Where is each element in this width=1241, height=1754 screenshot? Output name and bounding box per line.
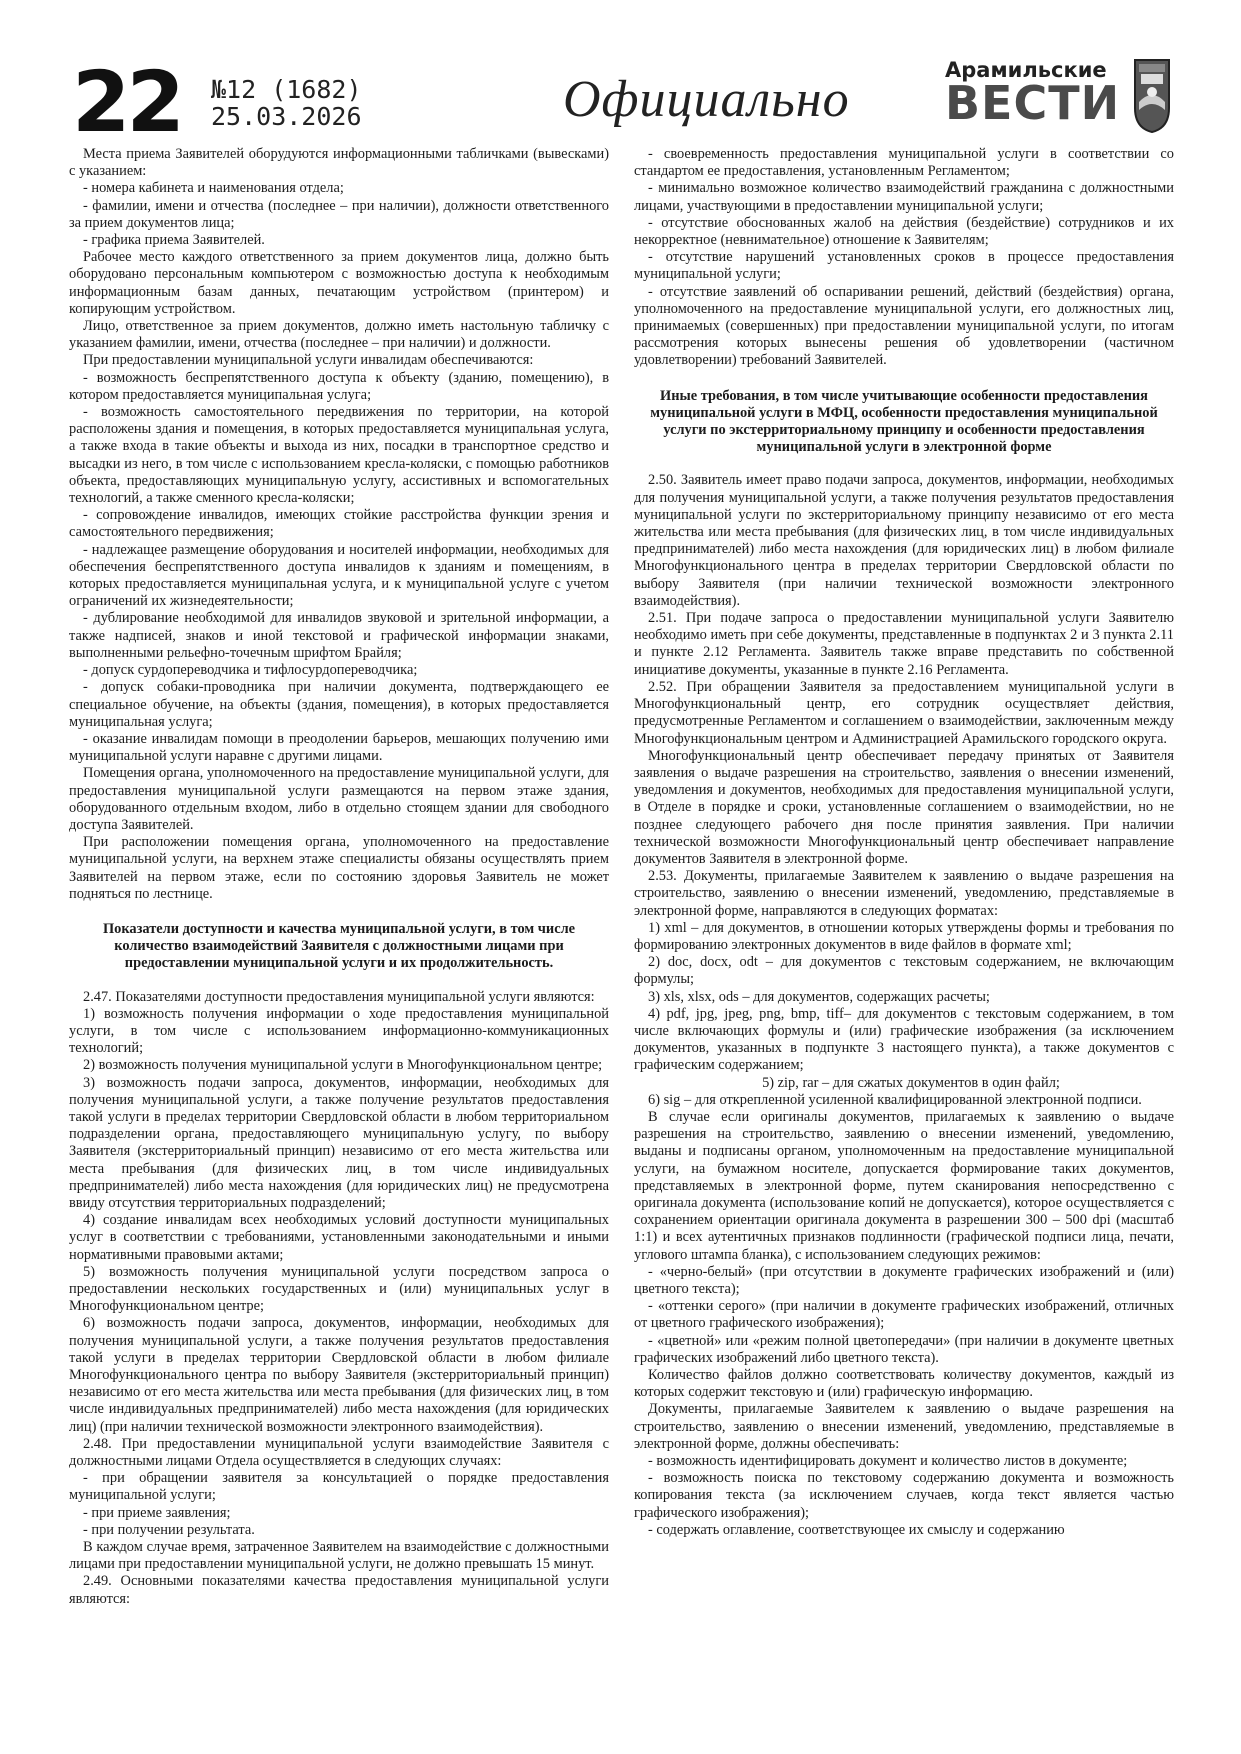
- issue-date: 25.03.2026: [211, 102, 362, 131]
- paragraph: 2) возможность получения муниципальной услуги в Многофункциональном центре;: [83, 1057, 603, 1074]
- paragraph: - «оттенки серого» (при наличии в документе графических изображений, отличных от цветного графического изображения);: [634, 1298, 1174, 1332]
- paragraph: 1) xml – для документов, в отношении которых утверждены формы и требования по формированию электронных документов в виде файлов в формате xml;: [634, 919, 1174, 953]
- paragraph: - при обращении заявителя за консультацией о порядке предоставления муниципальной услуги;: [69, 1470, 609, 1504]
- paragraph: 2.47. Показателями доступности предоставления муниципальной услуги являются:: [83, 988, 595, 1005]
- paragraph: Рабочее место каждого ответственного за прием документов лица, должно быть оборудовано персональным компьютером с возможностью доступа к необходимым информационным базам данных, печатающим устройством (принтером) и копирующим устройством.: [69, 249, 609, 317]
- right-heading: Иные требования, в том числе учитывающие особенности предоставления муниципальной услуги в МФЦ, особенности предоставления муниципальной услуги по экстерриториальному принципу и особенности предоставления муниципальной услуги в электронной форме: [650, 387, 1158, 456]
- paragraph: 4) pdf, jpg, jpeg, png, bmp, tiff– для документов с текстовым содержанием, в том числе включающих формулы и (или) графические изображения (за исключением документов, указанных в подпункте 3 настоящего пункта), а также документов с графическим содержанием;: [634, 1005, 1174, 1074]
- paragraph: - «цветной» или «режим полной цветопередачи» (при наличии в документе цветных графических изображений либо цветного текста).: [634, 1332, 1174, 1366]
- paragraph: 2.51. При подаче запроса о предоставлении муниципальной услуги Заявителю необходимо иметь при себе документы, представленные в подпунктах 2 и 3 пункта 2.11 и пункте 2.12 Регламента. Заявитель также вправе представить по собственной инициативе документы, указанные в пункте 2.16 Регламента.: [634, 610, 1174, 678]
- paragraph: При предоставлении муниципальной услуги инвалидам обеспечиваются:: [83, 352, 534, 369]
- paragraph: 2.52. При обращении Заявителя за предоставлением муниципальной услуги в Многофункциональный центр, его сотрудник осуществляет действия, предусмотренные Регламентом и соглашением о взаимодействии, заключенным между Многофункциональным центром и Администрацией Арамильского городского округа.: [634, 678, 1174, 747]
- logo-line1: Арамильские: [945, 58, 1107, 82]
- paragraph: - допуск сурдопереводчика и тифлосурдопереводчика;: [83, 662, 418, 679]
- paragraph: - при приеме заявления;: [83, 1504, 231, 1521]
- paragraph: - фамилии, имени и отчества (последнее – при наличии), должности ответственного за прием документов лица;: [69, 197, 609, 231]
- paragraph: 6) sig – для открепленной усиленной квалифицированной электронной подписи.: [648, 1091, 1142, 1108]
- paragraph: - возможность беспрепятственного доступа к объекту (зданию, помещению), в котором предоставляется муниципальная услуга;: [69, 369, 609, 403]
- paragraph: Многофункциональный центр обеспечивает передачу принятых от Заявителя заявления о выдаче разрешения на строительство, заявления о внесении изменений, уведомления и документов, необходимых для предоставления муниципальной услуги, в Отделе в порядке и сроки, установленные соглашением о взаимодействии, но не позднее следующего рабочего дня после принятия заявления. При наличии технической возможности Многофункциональный центр обеспечивает направление документов Заявителя в электронной форме.: [634, 747, 1174, 867]
- issue-info: [211, 76, 362, 130]
- paragraph: 6) возможность подачи запроса, документов, информации, необходимых для получения муниципальной услуги, а также получения результатов предоставления такой услуги в пределах территории Свердловской области в любом филиале Многофункционального центра по выбору Заявителя (экстерриториальный принцип) независимо от его места жительства или места пребывания (для физических лиц, в том числе индивидуальных предпринимателей) либо места нахождения (для юридических лиц) (при наличии технической возможности электронного взаимодействия).: [69, 1315, 609, 1435]
- paragraph: - при получении результата.: [83, 1521, 255, 1538]
- right-paragraphs-3: [634, 1092, 1174, 1539]
- right-paragraphs-2: [634, 472, 1174, 1074]
- paragraph: - отсутствие заявлений об оспаривании решений, действий (бездействия) органа, уполномоченного на предоставление муниципальной услуги, его должностных лиц, принимаемых (совершенных) при предоставлении муниципальной услуги, по итогам рассмотрения которых вынесены решения об удовлетворении (частичном удовлетворении) требований Заявителей.: [634, 283, 1174, 369]
- paragraph: 1) возможность получения информации о ходе предоставления муниципальной услуги, в том числе с использованием информационно-коммуникационных технологий;: [69, 1005, 609, 1057]
- logo-line2: ВЕСТИ: [945, 76, 1121, 130]
- right-paragraphs: [634, 146, 1174, 370]
- paragraph: 2.49. Основными показателями качества предоставления муниципальной услуги являются:: [69, 1573, 609, 1607]
- left-heading: Показатели доступности и качества муниципальной услуги, в том числе количество взаимодействий Заявителя с должностными лицами при предоставлении муниципальной услуги и их продолжительность.: [102, 920, 576, 972]
- coat-of-arms-icon: [1129, 58, 1175, 134]
- issue-number: №12 (1682): [211, 75, 362, 104]
- left-column: [69, 146, 609, 1608]
- paragraph: 2.48. При предоставлении муниципальной услуги взаимодействие Заявителя с должностными лицами Отдела осуществляется в следующих случаях:: [69, 1435, 609, 1470]
- paragraph: - дублирование необходимой для инвалидов звуковой и зрительной информации, а также надписей, знаков и иной текстовой и графической информации знаками, выполненными рельефно-точечным шрифтом Брайля;: [69, 610, 609, 661]
- section-title: Официально: [563, 71, 850, 128]
- paragraph: - оказание инвалидам помощи в преодолении барьеров, мешающих получению ими муниципальной услуги наравне с другими лицами.: [69, 730, 609, 765]
- paragraph: - возможность идентифицировать документ и количество листов в документе;: [648, 1453, 1128, 1470]
- centered-item: 5) zip, rar – для сжатых документов в один файл;: [762, 1074, 1060, 1091]
- paragraph: - отсутствие обоснованных жалоб на действия (бездействие) сотрудников и их некорректное (невнимательное) отношение к Заявителям;: [634, 214, 1174, 249]
- left-paragraphs-2: [69, 989, 609, 1608]
- paragraph: 2.53. Документы, прилагаемые Заявителем к заявлению о выдаче разрешения на строительство, заявлению о внесении изменений, уведомлению, представляемые в электронной форме, направляются в следующих форматах:: [634, 868, 1174, 919]
- paragraph: - сопровождение инвалидов, имеющих стойкие расстройства функции зрения и самостоятельного передвижения;: [69, 507, 609, 541]
- paragraph: 4) создание инвалидам всех необходимых условий доступности муниципальных услуг в соответствии с требованиями, установленными законодательными и иными нормативными правовыми актами;: [69, 1212, 609, 1263]
- paragraph: В каждом случае время, затраченное Заявителем на взаимодействие с должностными лицами при предоставлении муниципальной услуги, не должно превышать 15 минут.: [69, 1539, 609, 1573]
- paragraph: Документы, прилагаемые Заявителем к заявлению о выдаче разрешения на строительство, заявлению о внесении изменений, уведомлению, представляемые в электронной форме, должны обеспечивать:: [634, 1401, 1174, 1452]
- paragraph: Помещения органа, уполномоченного на предоставление муниципальной услуги, для предоставления муниципальной услуги размещаются на первом этаже здания, оборудованного отдельным входом, либо в отдельно стоящем здании для свободного доступа Заявителей.: [69, 765, 609, 833]
- paragraph: - возможность самостоятельного передвижения по территории, на которой расположены здания и помещения, в которых предоставляется муниципальная услуга, а также входа в такие объекты и выхода из них, посадки в транспортное средство и высадки из него, в том числе с использованием кресла-коляски, с помощью работников объекта, предоставляющих муниципальную услугу, ассистивных и вспомогательных технологий, а также сменного кресла-коляски;: [69, 404, 609, 507]
- paragraph: - отсутствие нарушений установленных сроков в процессе предоставления муниципальной услуги;: [634, 249, 1174, 283]
- paragraph: 3) возможность подачи запроса, документов, информации, необходимых для получения муниципальной услуги, а также получение результатов предоставления такой услуги в пределах территории Свердловской области в любом территориальном подразделении органа, предоставляющего муниципальную услугу, по выбору Заявителя (экстерриториальный принцип) независимо от его места жительства или места пребывания (для физических лиц, в том числе индивидуальных предпринимателей) либо места нахождения (для юридических лиц) не предусмотрена ввиду отсутствия территориальных подразделений;: [69, 1074, 609, 1211]
- paragraph: - «черно-белый» (при отсутствии в документе графических изображений и (или) цветного текста);: [634, 1263, 1174, 1297]
- paragraph: - номера кабинета и наименования отдела;: [83, 180, 344, 197]
- paragraph: Количество файлов должно соответствовать количеству документов, каждый из которых содержит текстовую и (или) графическую информацию.: [634, 1367, 1174, 1401]
- newspaper-logo: [945, 58, 1125, 138]
- right-column: [634, 146, 1174, 1539]
- paragraph: Лицо, ответственное за прием документов, должно иметь настольную табличку с указанием фамилии, имени, отчества (последнее – при наличии) и должности.: [69, 318, 609, 352]
- left-paragraphs: [69, 146, 609, 903]
- paragraph: 2) doc, docx, odt – для документов с текстовым содержанием, не включающим формулы;: [634, 954, 1174, 988]
- paragraph: Места приема Заявителей оборудуются информационными табличками (вывесками) с указанием:: [69, 146, 609, 180]
- paragraph: В случае если оригиналы документов, прилагаемых к заявлению о выдаче разрешения на строительство, заявлению о внесении изменений, уведомлению, выданы и подписаны органом, уполномоченным на предоставление муниципальной услуги, на бумажном носителе, допускается формирование таких документов, представляемых в электронной форме, путем сканирования непосредственно с оригинала документа (использование копий не допускается), которое осуществляется с сохранением ориентации оригинала документа в разрешении 300 – 500 dpi (масштаб 1:1) и всех аутентичных признаков подлинности (графической подписи лица, печати, углового штампа бланка), с использованием следующих режимов:: [634, 1108, 1174, 1263]
- paragraph: - минимально возможное количество взаимодействий гражданина с должностными лицами, участвующими в предоставлении муниципальной услуги;: [634, 180, 1174, 214]
- paragraph: - содержать оглавление, соответствующее их смыслу и содержанию: [648, 1521, 1065, 1538]
- paragraph: - надлежащее размещение оборудования и носителей информации, необходимых для обеспечения беспрепятственного доступа инвалидов к зданиям и помещениям, в которых предоставляется муниципальная услуга, и к муниципальной услуге с учетом ограничений их жизнедеятельности;: [69, 541, 609, 610]
- paragraph: 3) xls, xlsx, ods – для документов, содержащих расчеты;: [648, 988, 990, 1005]
- paragraph: - допуск собаки-проводника при наличии документа, подтверждающего ее специальное обучение, на объекты (здания, помещения), в которых предоставляется муниципальная услуга;: [69, 679, 609, 730]
- page-number: 22: [72, 53, 181, 151]
- paragraph: При расположении помещения органа, уполномоченного на предоставление муниципальной услуги, на верхнем этаже специалисты обязаны осуществлять прием Заявителей на первом этаже, если по состоянию здоровья Заявитель не может подняться по лестнице.: [69, 834, 609, 902]
- paragraph: - возможность поиска по текстовому содержанию документа и возможность копирования текста (за исключением случаев, когда текст является частью графического изображения);: [634, 1470, 1174, 1521]
- paragraph: - графика приема Заявителей.: [83, 232, 265, 249]
- paragraph: 5) возможность получения муниципальной услуги посредством запроса о предоставлении нескольких государственных и (или) муниципальных услуг в Многофункциональном центре;: [69, 1263, 609, 1315]
- paragraph: - своевременность предоставления муниципальной услуги в соответствии со стандартом ее предоставления, установленным Регламентом;: [634, 146, 1174, 180]
- paragraph: 2.50. Заявитель имеет право подачи запроса, документов, информации, необходимых для получения муниципальной услуги, а также получения результатов предоставления муниципальной услуги по экстерриториальному принципу независимо от его места жительства или места пребывания (для физических лиц, в том числе индивидуальных предпринимателей) либо места нахождения (для юридических лиц) в любом филиале Многофункционального центра в пределах территории Свердловской области по выбору Заявителя (при наличии технической возможности электронного взаимодействия).: [634, 472, 1174, 609]
